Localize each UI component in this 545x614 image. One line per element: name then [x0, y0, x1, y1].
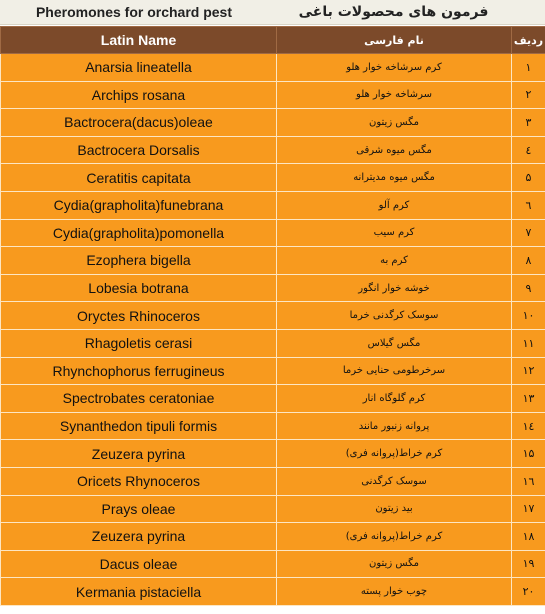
table-row	[1, 412, 545, 440]
latin-name-cell: Prays oleae	[1, 495, 277, 523]
row-number-cell: ٤	[512, 136, 545, 164]
persian-title: فرمون های محصولات باغی	[298, 4, 489, 20]
latin-name-cell: Oricets Rhynoceros	[1, 467, 277, 495]
latin-name-cell: Oryctes Rhinoceros	[1, 302, 277, 330]
persian-name-cell: سرشاخه خوار هلو	[277, 81, 512, 109]
table-row	[1, 136, 545, 164]
row-number-cell: ۱۹	[512, 550, 545, 578]
latin-name-cell: Kermania pistaciella	[1, 578, 277, 606]
table-body	[1, 54, 545, 606]
latin-name-cell: Ezophera bigella	[1, 247, 277, 275]
row-number-cell: ۲	[512, 81, 545, 109]
row-number-cell: ۱۸	[512, 523, 545, 551]
table-row	[1, 54, 545, 82]
persian-name-cell: چوب خوار پسته	[277, 578, 512, 606]
latin-name-cell: Cydia(grapholita)funebrana	[1, 191, 277, 219]
persian-name-cell: کرم خراط(پروانه فری)	[277, 523, 512, 551]
table-row	[1, 302, 545, 330]
table-row	[1, 578, 545, 606]
table-row	[1, 467, 545, 495]
persian-name-cell: کرم خراط(پروانه فری)	[277, 440, 512, 468]
table-row	[1, 550, 545, 578]
table-row	[1, 164, 545, 192]
persian-name-cell: پروانه زنبور مانند	[277, 412, 512, 440]
row-number-cell: ۳	[512, 109, 545, 137]
table-row	[1, 109, 545, 137]
persian-name-cell: سوسک کرگدنی	[277, 467, 512, 495]
row-number-cell: ۱۲	[512, 357, 545, 385]
row-number-cell: ۱۱	[512, 329, 545, 357]
latin-name-cell: Synanthedon tipuli formis	[1, 412, 277, 440]
row-number-cell: ۸	[512, 247, 545, 275]
table-row	[1, 440, 545, 468]
persian-name-cell: کرم آلو	[277, 191, 512, 219]
row-number-cell: ٦	[512, 191, 545, 219]
table-row	[1, 274, 545, 302]
table-row	[1, 523, 545, 551]
latin-name-cell: Rhynchophorus ferrugineus	[1, 357, 277, 385]
row-number-cell: ۵	[512, 164, 545, 192]
latin-name-cell: Spectrobates ceratoniae	[1, 385, 277, 413]
table-row	[1, 247, 545, 275]
table-row	[1, 219, 545, 247]
latin-name-cell: Archips rosana	[1, 81, 277, 109]
row-number-cell: ۱۵	[512, 440, 545, 468]
latin-name-cell: Lobesia botrana	[1, 274, 277, 302]
latin-name-cell: Bactrocera Dorsalis	[1, 136, 277, 164]
title-bar	[0, 0, 545, 25]
latin-name-cell: Anarsia lineatella	[1, 54, 277, 82]
persian-name-cell: سوسک کرگدنی خرما	[277, 302, 512, 330]
row-number-cell: ۹	[512, 274, 545, 302]
latin-name-cell: Dacus oleae	[1, 550, 277, 578]
table-row	[1, 357, 545, 385]
table-row	[1, 385, 545, 413]
latin-name-header: Latin Name	[1, 27, 277, 54]
table-row	[1, 81, 545, 109]
latin-name-cell: Cydia(grapholita)pomonella	[1, 219, 277, 247]
row-number-cell: ۱۰	[512, 302, 545, 330]
row-number-cell: ۲۰	[512, 578, 545, 606]
persian-name-header: نام فارسی	[277, 27, 512, 54]
row-number-cell: ۱۷	[512, 495, 545, 523]
persian-name-cell: مگس زیتون	[277, 550, 512, 578]
pheromone-table	[0, 26, 545, 606]
latin-name-cell: Zeuzera pyrina	[1, 440, 277, 468]
persian-name-cell: کرم سرشاخه خوار هلو	[277, 54, 512, 82]
row-number-cell: ۷	[512, 219, 545, 247]
persian-name-cell: مگس زیتون	[277, 109, 512, 137]
latin-name-cell: Bactrocera(dacus)oleae	[1, 109, 277, 137]
english-title: Pheromones for orchard pest	[35, 4, 233, 20]
table-row	[1, 495, 545, 523]
latin-name-cell: Zeuzera pyrina	[1, 523, 277, 551]
persian-name-cell: کرم به	[277, 247, 512, 275]
row-number-cell: ۱٦	[512, 467, 545, 495]
row-number-cell: ۱۳	[512, 385, 545, 413]
row-number-cell: ۱٤	[512, 412, 545, 440]
persian-name-cell: مگس میوه شرقی	[277, 136, 512, 164]
table-row	[1, 329, 545, 357]
persian-name-cell: مگس گیلاس	[277, 329, 512, 357]
persian-name-cell: خوشه خوار انگور	[277, 274, 512, 302]
persian-name-cell: مگس میوه مدیترانه	[277, 164, 512, 192]
row-number-cell: ۱	[512, 54, 545, 82]
persian-name-cell: بید زیتون	[277, 495, 512, 523]
table-row	[1, 191, 545, 219]
table-header-row	[1, 27, 545, 54]
row-number-header: ردیف	[512, 27, 545, 54]
latin-name-cell: Rhagoletis cerasi	[1, 329, 277, 357]
persian-name-cell: کرم سیب	[277, 219, 512, 247]
latin-name-cell: Ceratitis capitata	[1, 164, 277, 192]
persian-name-cell: کرم گلوگاه انار	[277, 385, 512, 413]
persian-name-cell: سرخرطومی حنایی خرما	[277, 357, 512, 385]
